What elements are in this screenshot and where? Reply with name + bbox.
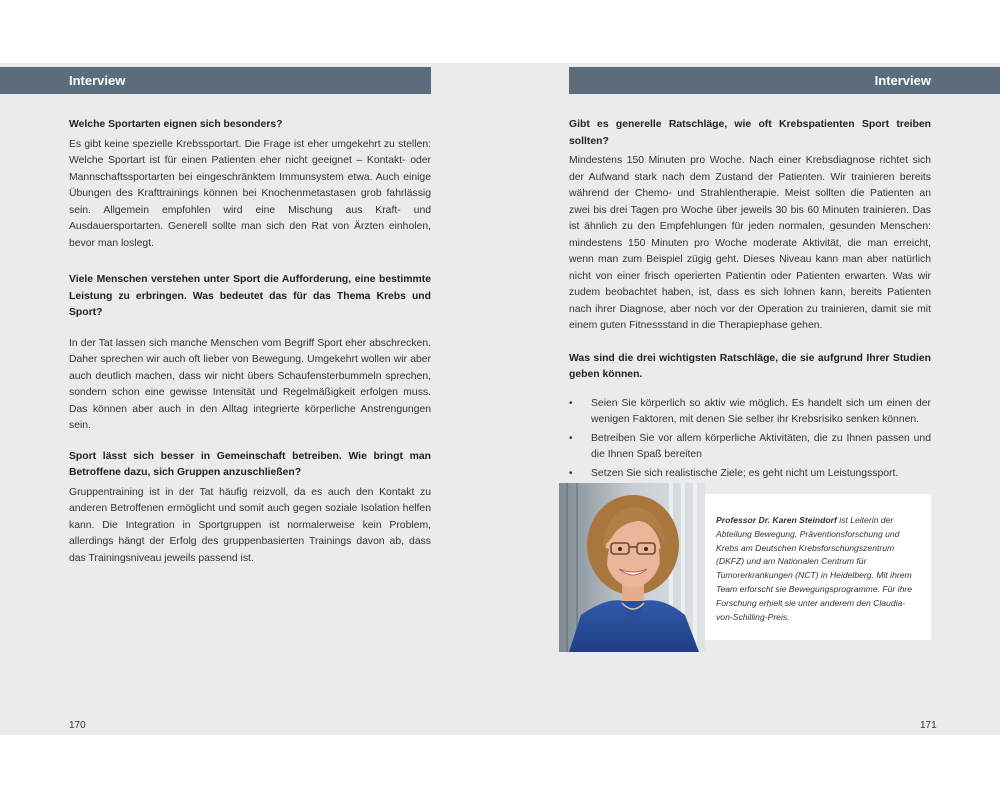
right-header-band	[569, 67, 1000, 94]
answer-2: In der Tat lassen sich manche Menschen vom Begriff Sport eher abschrecken. Daher sprechen wir auch oft lieber von Bewegung. Umgekehrt wollen wir aber auch deutlich machen, dass wir nicht übers Schaufensterbummeln sprechen, sondern schon eine gewisse Intensität und Regelmäßigkeit erfolgen muss. Das können aber auch in den Alltag integrierte körperliche Anstrengungen sein.	[69, 337, 431, 431]
answer-3: Gruppentraining ist in der Tat häufig reizvoll, da es auch den Kontakt zu anderen Betroffenen ermöglicht und somit auch gegen soziale Isolation helfen kann. Die Integration in Sportgruppen ist normalerweise kein Problem, allerdings hängt der Erfolg des gruppenbasierten Trainings davon ab, dass das Trainingsniveau jeweils passend ist.	[69, 486, 431, 564]
bio-description: ist Leiterin der Abteilung Bewegung, Präventionsforschung und Krebs am Deutschen Krebsforschungszentrum (DKFZ) und am Nationalen Centrum für Tumorerkrankungen (NCT) in Heidelberg. Mit ihrem Team erforscht sie Bewegungsprogramme. Für ihre Forschung erhielt sie unter anderem den Claudia-von-Schilling-Preis.	[716, 515, 912, 622]
question-4: Gibt es generelle Ratschläge, wie oft Krebspatienten Sport treiben sollten?	[569, 119, 931, 147]
question-1: Welche Sportarten eignen sich besonders?	[69, 119, 283, 130]
list-item	[569, 431, 931, 464]
bio-name: Professor Dr. Karen Steindorf	[716, 515, 837, 525]
left-header-band	[0, 67, 431, 94]
page-number-right: 171	[920, 720, 937, 731]
left-page-column	[69, 117, 431, 581]
left-header-title: Interview	[69, 73, 126, 88]
bio-text	[716, 514, 919, 624]
list-item	[569, 466, 931, 483]
advice-list	[569, 396, 931, 483]
bio-box	[705, 494, 931, 640]
question-5: Was sind die drei wichtigsten Ratschläge, die sie aufgrund Ihrer Studien geben können.	[569, 352, 931, 380]
answer-1: Es gibt keine spezielle Krebssportart. Die Frage ist eher umgekehrt zu stellen: Welche Sportart ist für einen Patienten eher nicht geeignet – Kontakt- oder Mannschaftssportarten bei eingeschränktem Immunsystem etwa. Auch einige Übungen des Krafttrainings können bei Knochenmetastasen grob fahrlässig sein. Allgemein empfohlen wird eine Mischung aus Kraft- und Ausdauersportarten. Generell sollte man sich den Rat von Ärzten einholen, bevor man loslegt.	[69, 138, 431, 249]
right-page-column	[569, 117, 931, 484]
list-item	[569, 396, 931, 429]
bullet-icon: •	[569, 397, 573, 409]
list-item-text: Seien Sie körperlich so aktiv wie möglich. Es handelt sich um einen der wenigen Faktoren, mit denen Sie selber ihr Krebsrisiko senken können.	[591, 397, 931, 425]
right-header-title: Interview	[874, 73, 931, 88]
list-item-text: Setzen Sie sich realistische Ziele; es geht nicht um Leistungssport.	[591, 467, 899, 479]
page-number-left: 170	[69, 720, 86, 731]
bullet-icon: •	[569, 467, 573, 479]
portrait-photo	[559, 483, 705, 652]
answer-4: Mindestens 150 Minuten pro Woche. Nach einer Krebsdiagnose richtet sich der Aufwand stark nach dem Zustand der Patienten. Wir trainieren bereits während der Chemo- und Strahlentherapie. Meist sollten die Patienten an zwei bis drei Tagen pro Woche über jeweils 30 bis 60 Minuten trainieren. Das ist ähnlich zu den Empfehlungen für jeden normalen, gesunden Menschen: mindestens 150 Minuten pro Woche moderate Aktivität, die man erreicht, wenn man zum Beispiel zügig geht. Dieses Niveau kann man aber natürlich nicht von einer frisch operierten Patientin oder Patienten erwarten. Was wir zudem beobachtet haben, ist, dass es sich lohnen kann, bereits Patienten nach ihrer Diagnose, aber noch vor der Operation zu trainieren, damit sie mit einem guten Fitnessstand in die Therapiephase gehen.	[569, 155, 931, 331]
question-2: Viele Menschen verstehen unter Sport die Aufforderung, eine bestimmte Leistung zu erbringen. Was bedeutet das für das Thema Krebs und Sport?	[69, 274, 431, 318]
bullet-icon: •	[569, 432, 573, 444]
question-3: Sport lässt sich besser in Gemeinschaft betreiben. Wie bringt man Betroffene dazu, sich Gruppen anzuschließen?	[69, 450, 431, 478]
list-item-text: Betreiben Sie vor allem körperliche Aktivitäten, die zu Ihnen passen und die Ihnen Spaß bereiten	[591, 432, 931, 460]
